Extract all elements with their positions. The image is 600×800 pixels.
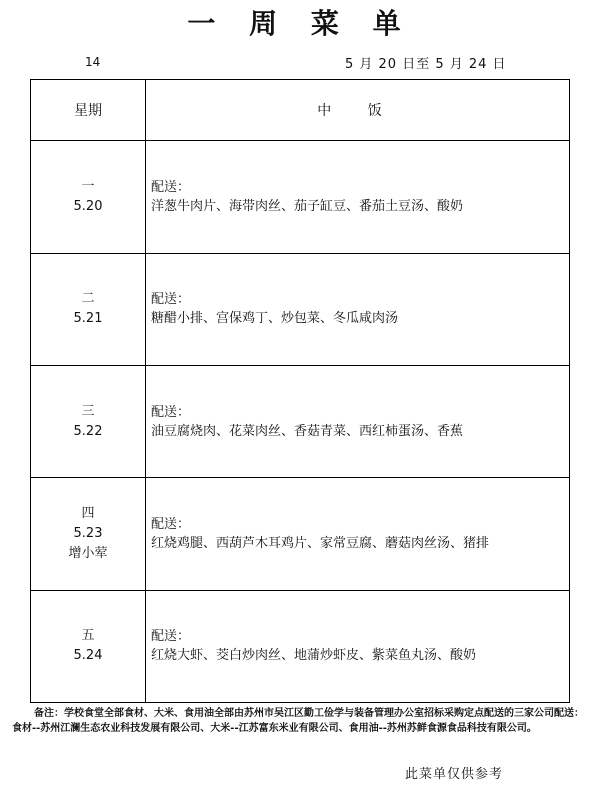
remarks-note: 备注：学校食堂全部食材、大米、食用油全部由苏州市吴江区勤工俭学与装备管理办公室招标采购定点配送的三家公司配送：食材--苏州江澜生态农业科技发展有限公司、大米--江苏富东米业有限公司、食用油--苏州苏鲜食源食品科技有限公司。 xyxy=(12,708,584,734)
dish-list: 洋葱牛肉片、海带肉丝、茄子缸豆、番茄土豆汤、酸奶 xyxy=(151,198,464,214)
date-range: 5 月 20 日至 5 月 24 日 xyxy=(345,57,507,72)
dish-cell xyxy=(146,141,570,253)
date: 5.21 xyxy=(73,311,103,327)
extra-note: 增小荤 xyxy=(68,545,108,561)
dish-cell xyxy=(146,253,570,365)
page-title: 一 周 菜 单 xyxy=(187,7,413,40)
dish-cell xyxy=(146,365,570,477)
delivery-label: 配送： xyxy=(151,629,191,645)
weekday: 二 xyxy=(81,291,95,307)
day-cell xyxy=(31,365,146,477)
table-row xyxy=(31,478,570,590)
table-row xyxy=(31,365,570,477)
dish-list: 红烧大虾、茭白炒肉丝、地蒲炒虾皮、紫菜鱼丸汤、酸奶 xyxy=(151,648,477,664)
table-row xyxy=(31,590,570,702)
day-cell xyxy=(31,590,146,702)
dish-list: 油豆腐烧肉、花菜肉丝、香菇青菜、西红柿蛋汤、香蕉 xyxy=(151,423,464,439)
weekday: 三 xyxy=(81,403,95,419)
delivery-label: 配送： xyxy=(151,292,191,308)
week-number: 14 xyxy=(85,55,101,69)
disclaimer: 此菜单仅供参考 xyxy=(405,767,504,782)
weekday: 五 xyxy=(81,628,95,644)
date: 5.24 xyxy=(73,648,103,664)
dish-cell xyxy=(146,478,570,590)
dish-cell xyxy=(146,590,570,702)
table-row xyxy=(31,141,570,253)
date: 5.22 xyxy=(73,423,103,439)
day-cell xyxy=(31,141,146,253)
menu-table xyxy=(30,79,570,703)
delivery-label: 配送： xyxy=(151,516,191,532)
date: 5.23 xyxy=(73,525,103,541)
delivery-label: 配送： xyxy=(151,404,191,420)
dish-list: 红烧鸡腿、西葫芦木耳鸡片、家常豆腐、蘑菇肉丝汤、猪排 xyxy=(151,535,490,551)
header-lunch: 中 饭 xyxy=(146,80,570,141)
weekday: 四 xyxy=(81,505,95,521)
day-cell xyxy=(31,253,146,365)
header-day: 星期 xyxy=(31,80,146,141)
table-row xyxy=(31,253,570,365)
delivery-label: 配送： xyxy=(151,179,191,195)
dish-list: 糖醋小排、宫保鸡丁、炒包菜、冬瓜咸肉汤 xyxy=(151,311,399,327)
weekday: 一 xyxy=(81,178,95,194)
table-header-row xyxy=(31,80,570,141)
date: 5.20 xyxy=(73,198,103,214)
day-cell xyxy=(31,478,146,590)
